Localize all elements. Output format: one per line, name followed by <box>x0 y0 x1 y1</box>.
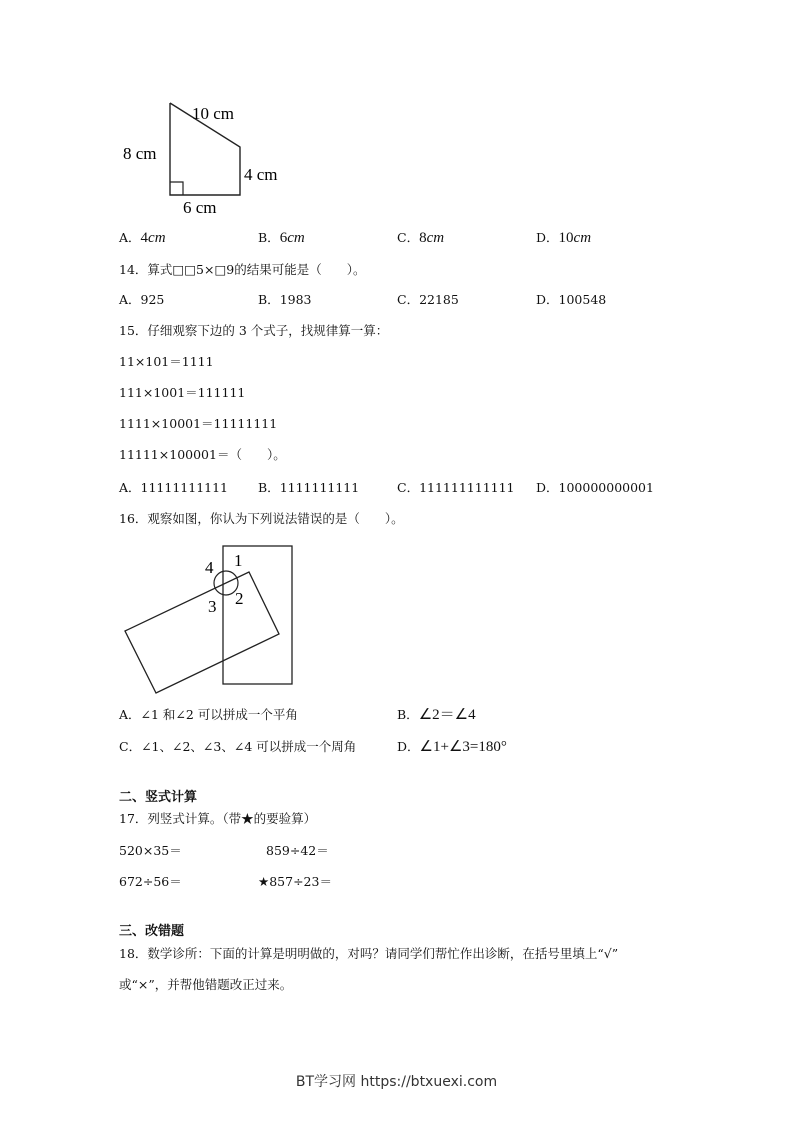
angle-label-4: 4 <box>205 558 214 577</box>
q15-line-3: 1111×10001＝11111111 <box>119 416 278 431</box>
q13-option-d[interactable]: D．10cm <box>536 230 592 246</box>
section-2-heading: 二、竖式计算 <box>119 790 198 805</box>
q14-option-d[interactable]: D．100548 <box>536 292 607 307</box>
q15-option-d[interactable]: D．100000000001 <box>536 480 654 495</box>
q17-problem-1: 520×35＝ <box>119 843 182 858</box>
q15-stem: 15．仔细观察下边的 3 个式子，找规律算一算： <box>119 323 389 338</box>
tilted-rectangle <box>125 572 279 693</box>
q13-option-a[interactable]: A．4cm <box>119 230 166 246</box>
angle-label-1: 1 <box>234 551 243 570</box>
q16-stem: 16．观察如图，你认为下列说法错误的是（ ）。 <box>119 511 404 526</box>
q15-option-b[interactable]: B．1111111111 <box>258 480 360 495</box>
angle-label-3: 3 <box>208 597 217 616</box>
q16-option-a[interactable]: A．∠1 和∠2 可以拼成一个平角 <box>119 707 298 722</box>
right-angle-mark <box>170 182 183 195</box>
q15-option-a[interactable]: A．11111111111 <box>119 480 229 495</box>
intersecting-rectangles-figure <box>118 540 303 700</box>
q18-stem-line-1: 18．数学诊所：下面的计算是明明做的，对吗？请同学们帮忙作出诊断，在括号里填上“√” <box>119 946 619 961</box>
q16-option-b[interactable]: B．∠2＝∠4 <box>397 707 476 723</box>
q14-option-b[interactable]: B．1983 <box>258 292 312 307</box>
q16-option-c[interactable]: C．∠1、∠2、∠3、∠4 可以拼成一个周角 <box>119 739 357 754</box>
label-right: 4 cm <box>244 165 278 184</box>
q15-line-2: 111×1001＝111111 <box>119 385 246 400</box>
q14-option-a[interactable]: A．925 <box>119 292 165 307</box>
q15-option-c[interactable]: C．111111111111 <box>397 480 515 495</box>
section-3-heading: 三、改错题 <box>119 924 185 939</box>
q17-problem-2: 859÷42＝ <box>266 843 329 858</box>
q14-stem: 14．算式□□5×□9的结果可能是（ ）。 <box>119 262 366 277</box>
q15-line-1: 11×101＝1111 <box>119 354 214 369</box>
q16-option-d[interactable]: D．∠1+∠3=180° <box>397 739 507 755</box>
q17-problem-3: 672÷56＝ <box>119 874 182 889</box>
q14-option-c[interactable]: C．22185 <box>397 292 459 307</box>
label-top: 10 cm <box>192 104 235 123</box>
q13-option-c[interactable]: C．8cm <box>397 230 445 246</box>
q17-problem-4: ★857÷23＝ <box>258 874 332 889</box>
q18-stem-line-2: 或“×”，并帮他错题改正过来。 <box>119 977 293 992</box>
q17-stem: 17．列竖式计算。（带★的要验算） <box>119 811 317 826</box>
label-bottom: 6 cm <box>183 198 217 217</box>
label-left: 8 cm <box>123 144 157 163</box>
angle-label-2: 2 <box>235 589 244 608</box>
q15-line-4: 11111×100001＝（ ）。 <box>119 447 286 462</box>
page-footer: BT学习网 https://btxuexi.com <box>295 1074 498 1090</box>
q13-option-b[interactable]: B．6cm <box>258 230 305 246</box>
trapezoid-figure <box>110 95 300 220</box>
